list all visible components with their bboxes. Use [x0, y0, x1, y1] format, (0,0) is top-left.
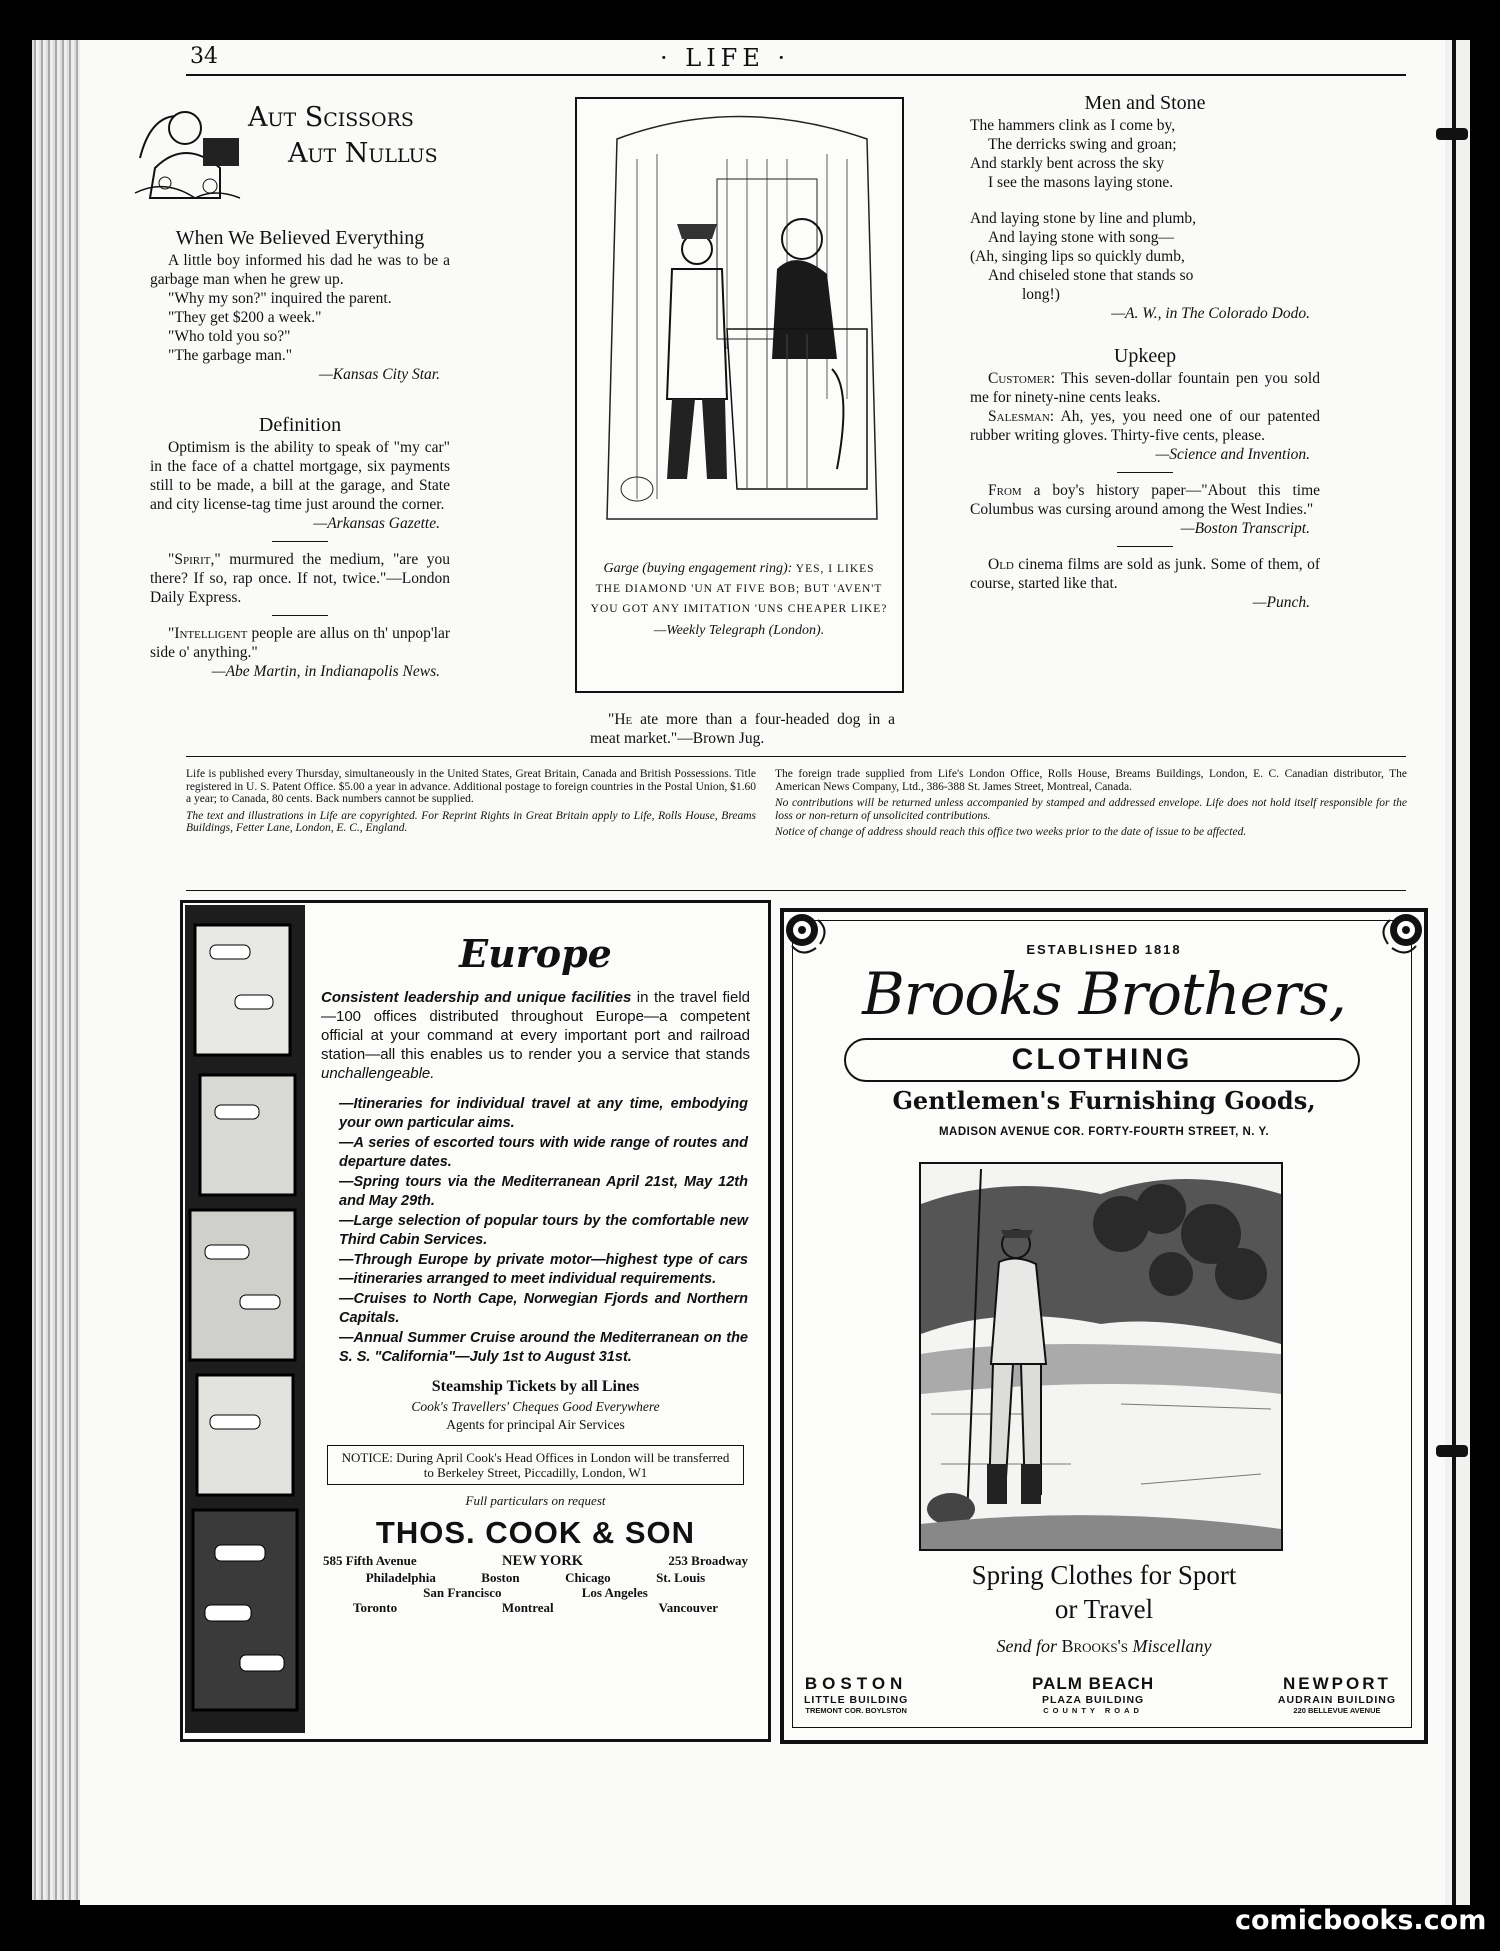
- colophon-right: [775, 768, 1407, 843]
- joke-lead: "Spirit,": [168, 551, 221, 568]
- location-building: PLAZA BUILDING: [1041, 1694, 1145, 1706]
- poem-line: (Ah, singing lips so quickly dumb,: [970, 248, 1185, 265]
- cook-ad-text: [313, 903, 758, 1615]
- watermark: comicbooks.com: [1235, 1905, 1487, 1936]
- cook-intro-body: in the travel field—100 offices distributed throughout Europe—a competent official at your command at every important port and railroad station—all this enables us to render you a service that stands: [321, 989, 750, 1063]
- steamship-tickets: Steamship Tickets by all Lines: [431, 1378, 640, 1395]
- location-city: PALM BEACH: [1032, 1674, 1155, 1693]
- joke-paragraph: [970, 555, 1320, 593]
- send-for: Send for: [996, 1636, 1057, 1656]
- divider: [1117, 472, 1173, 473]
- joke-text: ate more than a four-headed dog in a meat market."—Brown Jug.: [590, 711, 895, 747]
- location-newport: [1278, 1674, 1396, 1715]
- location-address: COUNTY ROAD: [1043, 1706, 1143, 1715]
- speaker-label: Salesman:: [988, 408, 1055, 425]
- page-number: 34: [190, 44, 218, 69]
- cartoon-source: —Weekly Telegraph (London).: [653, 623, 825, 638]
- established-line: ESTABLISHED 1818: [1026, 942, 1182, 957]
- masthead-line-1: Aut Scissors: [248, 102, 414, 133]
- magazine-page: [80, 40, 1445, 1905]
- headline-line-2: or Travel: [1054, 1594, 1154, 1624]
- cook-item-list: [313, 1095, 758, 1366]
- cook-item: —Cruises to North Cape, Norwegian Fjords and Northern Capitals.: [339, 1291, 748, 1326]
- cook-intro-end: unchallengeable.: [321, 1065, 435, 1082]
- article-title: When We Believed Everything: [175, 227, 425, 249]
- dialogue-text: Ah, yes, you need one of our patented rubber writing gloves. Thirty-five cents, please.: [970, 408, 1320, 444]
- poem-line: And laying stone by line and plumb,: [970, 210, 1197, 227]
- speaker-label: Customer:: [988, 370, 1056, 387]
- thos-cook-advertisement: [180, 900, 771, 1742]
- column-masthead: [248, 100, 438, 172]
- joke-paragraph: [970, 481, 1320, 519]
- clothing-banner: [844, 1038, 1360, 1082]
- right-column: [970, 90, 1320, 612]
- cartoon-illustration: [577, 99, 902, 539]
- city: Chicago: [565, 1570, 611, 1585]
- article-line: "Who told you so?": [168, 328, 291, 345]
- divider: [272, 541, 328, 542]
- colophon-text: The text and illustrations in Life are copyrighted. For Reprint Rights in Great Britain apply to Life, Rolls House, Breams Buildings, Fetter Lane, London, E. C., England.: [186, 809, 756, 834]
- location-address: 220 BELLEVUE AVENUE: [1293, 1706, 1381, 1715]
- article-line: "They get $200 a week.": [168, 309, 322, 326]
- location-building: LITTLE BUILDING: [804, 1694, 909, 1706]
- joke-text: a boy's history paper—"About this time Columbus was cursing around among the West Indies.": [970, 482, 1320, 518]
- miscellany-brand: Brooks's: [1061, 1636, 1129, 1656]
- cook-intro: [313, 988, 758, 1083]
- article-source: —Boston Transcript.: [1180, 520, 1310, 537]
- colophon-text: Life is published every Thursday, simultaneously in the United States, Great Britain, Canada and British Possessions. Title registered in U. S. Patent Office. $5.00 a year in advance. Additional postage to foreign countries in the Postal Union, $1.60 a year; to Canada, 80 cents. Back numbers cannot be supplied.: [186, 768, 756, 805]
- scissors-cupid-illustration: [125, 98, 245, 208]
- poem-line: And laying stone with song—: [988, 229, 1174, 246]
- binding-clip: [1436, 1445, 1468, 1457]
- poem-line: And chiseled stone that stands so: [988, 267, 1194, 284]
- city: Vancouver: [658, 1600, 718, 1615]
- brooks-brothers-logo: Brooks Brothers,: [862, 960, 1346, 1028]
- middle-joke: [590, 710, 895, 748]
- binding-line: [1452, 40, 1456, 1905]
- article-source: —Abe Martin, in Indianapolis News.: [211, 663, 440, 680]
- clothing-label: CLOTHING: [1011, 1043, 1193, 1076]
- fisherman-illustration: [921, 1164, 1281, 1549]
- air-services: Agents for principal Air Services: [446, 1417, 625, 1432]
- article-source: —Science and Invention.: [1155, 446, 1310, 463]
- joke-lead: "He: [608, 711, 633, 728]
- article-line: A little boy informed his dad he was to be a garbage man when he grew up.: [150, 252, 450, 288]
- binding-spine: [1445, 40, 1470, 1905]
- left-column: [150, 225, 450, 681]
- cook-notice-box: NOTICE: During April Cook's Head Offices in London will be transferred to Berkeley Street, Piccadilly, London, W1: [327, 1445, 744, 1485]
- cook-cities-row: [313, 1570, 758, 1585]
- travellers-cheques: Cook's Travellers' Cheques Good Everywhere: [411, 1399, 660, 1414]
- location-boston: [804, 1674, 908, 1715]
- article-title: Upkeep: [1113, 345, 1177, 367]
- poem-line: And starkly bent across the sky: [970, 155, 1165, 172]
- colophon-text: No contributions will be returned unless accompanied by stamped and addressed envelope. Life does not hold itself responsible for the loss or non-return of unsolicited contributions.: [775, 797, 1407, 822]
- cook-cities-row: [313, 1600, 758, 1615]
- location-city: NEWPORT: [1283, 1674, 1391, 1693]
- poem-line: The derricks swing and groan;: [988, 136, 1177, 153]
- city: Philadelphia: [365, 1570, 436, 1585]
- luggage-stack-art: [185, 905, 305, 1733]
- city: Montreal: [501, 1600, 554, 1615]
- city: Los Angeles: [581, 1585, 648, 1600]
- article-text: Optimism is the ability to speak of "my car" in the face of a chattel mortgage, six payments still to be made, a bill at the garage, and State and city license-tag time just around the corner.: [150, 439, 450, 513]
- cook-item: —Itineraries for individual travel at any time, embodying your own particular aims.: [339, 1096, 748, 1131]
- poem-line: The hammers clink as I come by,: [970, 117, 1176, 134]
- cook-ad-title: Europe: [459, 931, 612, 976]
- cook-item: —Large selection of popular tours by the comfortable new Third Cabin Services.: [339, 1213, 748, 1248]
- fisherman-illustration-frame: [919, 1162, 1283, 1551]
- poem-source: —A. W., in The Colorado Dodo.: [1111, 305, 1310, 322]
- brooks-address: MADISON AVENUE COR. FORTY-FOURTH STREET, N. Y.: [938, 1126, 1270, 1138]
- cook-address-row: [313, 1553, 758, 1570]
- cook-item: —Spring tours via the Mediterranean April 21st, May 12th and May 29th.: [339, 1174, 748, 1209]
- cook-cities-row: [313, 1585, 758, 1600]
- joke-text: cinema films are sold as junk. Some of them, of course, started like that.: [970, 556, 1320, 592]
- headline-line-1: Spring Clothes for Sport: [971, 1560, 1237, 1590]
- colophon-rule-bottom: [186, 890, 1406, 891]
- corner-ornament-icon: [780, 908, 840, 968]
- article-line: "The garbage man.": [168, 347, 293, 364]
- cartoon-panel: [575, 97, 904, 693]
- gentlemens-furnishing-goods: Gentlemen's Furnishing Goods,: [892, 1086, 1316, 1115]
- corner-ornament-icon: [1368, 908, 1428, 968]
- city: San Francisco: [423, 1585, 502, 1600]
- location-building: AUDRAIN BUILDING: [1277, 1694, 1396, 1706]
- dialogue-text: This seven-dollar fountain pen you sold me for ninety-nine cents leaks.: [970, 370, 1320, 406]
- header-rule: [186, 74, 1406, 76]
- joke-lead: From: [988, 482, 1022, 499]
- dialogue-line: [970, 369, 1320, 407]
- article-source: —Kansas City Star.: [318, 366, 440, 383]
- colophon-text: Notice of change of address should reach this office two weeks prior to the date of issue to be affected.: [775, 826, 1247, 838]
- colophon-text: The foreign trade supplied from Life's London Office, Rolls House, Breams Buildings, London, E. C. Canadian distributor, The American News Company, Ltd., 386-388 St. James Street, Montreal, Canada.: [775, 768, 1407, 793]
- locations-row: [804, 1674, 1396, 1715]
- city: Boston: [481, 1570, 520, 1585]
- divider: [1117, 546, 1173, 547]
- joke-paragraph: [150, 550, 450, 607]
- colophon-rule-top: [186, 756, 1406, 757]
- cartoon-dialogue: YES, I LIKES THE DIAMOND 'UN AT FIVE BOB; BUT 'AVEN'T YOU GOT ANY IMITATION 'UNS CHEAPER LIKE?: [590, 563, 888, 615]
- joke-lead: "Intelligent: [168, 625, 248, 642]
- cook-item: —Through Europe by private motor—highest type of cars—itineraries arranged to meet individual requirements.: [339, 1252, 748, 1287]
- miscellany-line: [784, 1636, 1424, 1657]
- article-title: Definition: [258, 414, 342, 436]
- scan-border-top: [0, 0, 1500, 44]
- masthead-line-2: Aut Nullus: [288, 138, 438, 169]
- luggage-illustration: [185, 905, 305, 1733]
- running-head: · LIFE ·: [660, 44, 791, 72]
- city: Toronto: [353, 1600, 398, 1615]
- joke-text: murmured the medium, "are you there? If so, rap once. If not, twice."—London Daily Express.: [150, 551, 450, 606]
- full-particulars: Full particulars on request: [465, 1493, 606, 1508]
- poem-line: long!): [1022, 286, 1060, 303]
- cook-address-right: 253 Broadway: [668, 1553, 748, 1568]
- cook-intro-italic: Consistent leadership and unique facilities: [321, 989, 632, 1006]
- joke-lead: Old: [988, 556, 1014, 573]
- cook-item: —Annual Summer Cruise around the Mediterranean on the S. S. "California"—July 1st to August 31st.: [339, 1330, 748, 1365]
- location-palm-beach: [1032, 1674, 1154, 1715]
- page-edge-stack: [32, 40, 82, 1900]
- article-line: "Why my son?" inquired the parent.: [168, 290, 392, 307]
- joke-paragraph: [150, 624, 450, 662]
- miscellany-title: Miscellany: [1132, 1636, 1212, 1656]
- colophon-left: [186, 768, 756, 839]
- cook-company-name: THOS. COOK & SON: [375, 1515, 696, 1550]
- location-city: BOSTON: [804, 1674, 908, 1693]
- poem-line: I see the masons laying stone.: [988, 174, 1174, 191]
- binding-clip: [1436, 128, 1468, 140]
- brooks-brothers-advertisement: [780, 908, 1428, 1744]
- dialogue-line: [970, 407, 1320, 445]
- city: St. Louis: [656, 1570, 706, 1585]
- article-source: —Arkansas Gazette.: [313, 515, 440, 532]
- poem-title: Men and Stone: [1084, 92, 1206, 114]
- cook-address-left: 585 Fifth Avenue: [323, 1553, 417, 1568]
- cook-item: —A series of escorted tours with wide range of routes and departure dates.: [339, 1135, 748, 1170]
- cartoon-speaker: Garge (buying engagement ring):: [603, 561, 793, 576]
- cook-address-city: NEW YORK: [502, 1553, 584, 1569]
- article-source: —Punch.: [1252, 594, 1310, 611]
- cartoon-caption: [589, 559, 889, 641]
- location-address: TREMONT COR. BOYLSTON: [805, 1706, 907, 1715]
- divider: [272, 615, 328, 616]
- joke-text: people are allus on th' unpop'lar side o' anything.": [150, 625, 450, 661]
